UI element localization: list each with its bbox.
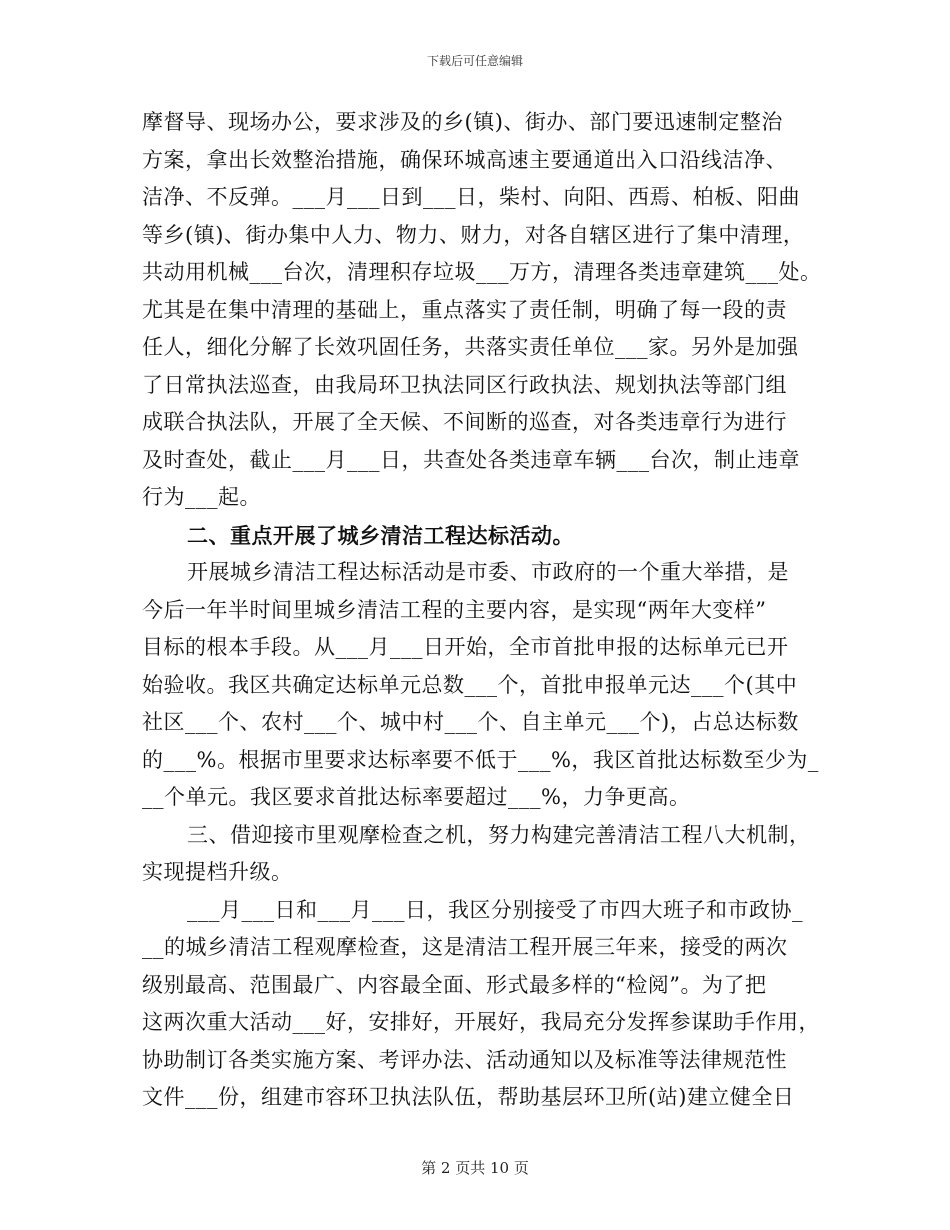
text-line: 今后一年半时间里城乡清洁工程的主要内容，是实现“两年大变样” xyxy=(142,597,767,622)
text-line: 这两次重大活动___好，安排好，开展好，我局充分发挥参谋助手作用， xyxy=(142,1010,820,1034)
page-footer: 第 2 页共 10 页 xyxy=(421,1159,529,1177)
text-line: 摩督导、现场办公，要求涉及的乡(镇)、街办、部门要迅速制定整治 xyxy=(142,110,783,134)
text-line: 始验收。我区共确定达标单元总数___个，首批申报单元达___个(其中 xyxy=(142,672,798,697)
text-line: 目标的根本手段。从___月___日开始，全市首批申报的达标单元已开 xyxy=(142,635,789,659)
text-line: 方案，拿出长效整治措施，确保环城高速主要通道出入口沿线洁净、 xyxy=(142,147,787,172)
text-line: 实现提档升级。 xyxy=(142,860,293,884)
text-line: 尤其是在集中清理的基础上，重点落实了责任制，明确了每一段的责 xyxy=(142,297,787,322)
text-line: 三、借迎接市里观摩检查之机，努力构建完善清洁工程八大机制， xyxy=(187,822,811,847)
text-line: 洁净、不反弹。___月___日到___日，柴村、向阳、西焉、柏板、阳曲 xyxy=(142,185,800,209)
text-line: 社区___个、农村___个、城中村___个、自主单元___个)，占总达标数 xyxy=(142,710,799,734)
text-line: 及时查处，截止___月___日，共查处各类违章车辆___台次，制止违章 xyxy=(142,447,800,472)
text-line: 级别最高、范围最广、内容最全面、形式最多样的“检阅”。为了把 xyxy=(142,972,767,997)
text-line: ___月___日和___月___日，我区分别接受了市四大班子和市政协_ xyxy=(187,897,803,922)
section-heading: 二、重点开展了城乡清洁工程达标活动。 xyxy=(187,522,574,548)
text-line: 了日常执法巡查，由我局环卫执法同区行政执法、规划执法等部门组 xyxy=(142,372,787,397)
text-line: 开展城乡清洁工程达标活动是市委、市政府的一个重大举措，是 xyxy=(187,560,789,584)
text-line: __个单元。我区要求首批达标率要超过___%，力争更高。 xyxy=(142,785,691,809)
page-header: 下载后可任意编辑 xyxy=(426,54,523,68)
text-line: __的城乡清洁工程观摩检查，这是清洁工程开展三年来，接受的两次 xyxy=(142,935,788,959)
text-line: 文件___份，组建市容环卫执法队伍，帮助基层环卫所(站)建立健全日 xyxy=(142,1085,795,1109)
text-line: 等乡(镇)、街办集中人力、物力、财力，对各自辖区进行了集中清理， xyxy=(142,222,805,247)
text-line: 成联合执法队，开展了全天候、不间断的巡查，对各类违章行为进行 xyxy=(142,410,787,434)
text-line: 共动用机械___台次，清理积存垃圾___万方，清理各类违章建筑___处。 xyxy=(142,260,822,284)
text-line: 行为___起。 xyxy=(142,485,261,509)
document-body xyxy=(142,104,822,1117)
text-line: 协助制订各类实施方案、考评办法、活动通知以及标准等法律规范性 xyxy=(142,1047,787,1072)
text-line: 的___%。根据市里要求达标率要不低于___%，我区首批达标数至少为_ xyxy=(142,747,819,772)
text-line: 任人，细化分解了长效巩固任务，共落实责任单位___家。另外是加强 xyxy=(142,335,799,359)
